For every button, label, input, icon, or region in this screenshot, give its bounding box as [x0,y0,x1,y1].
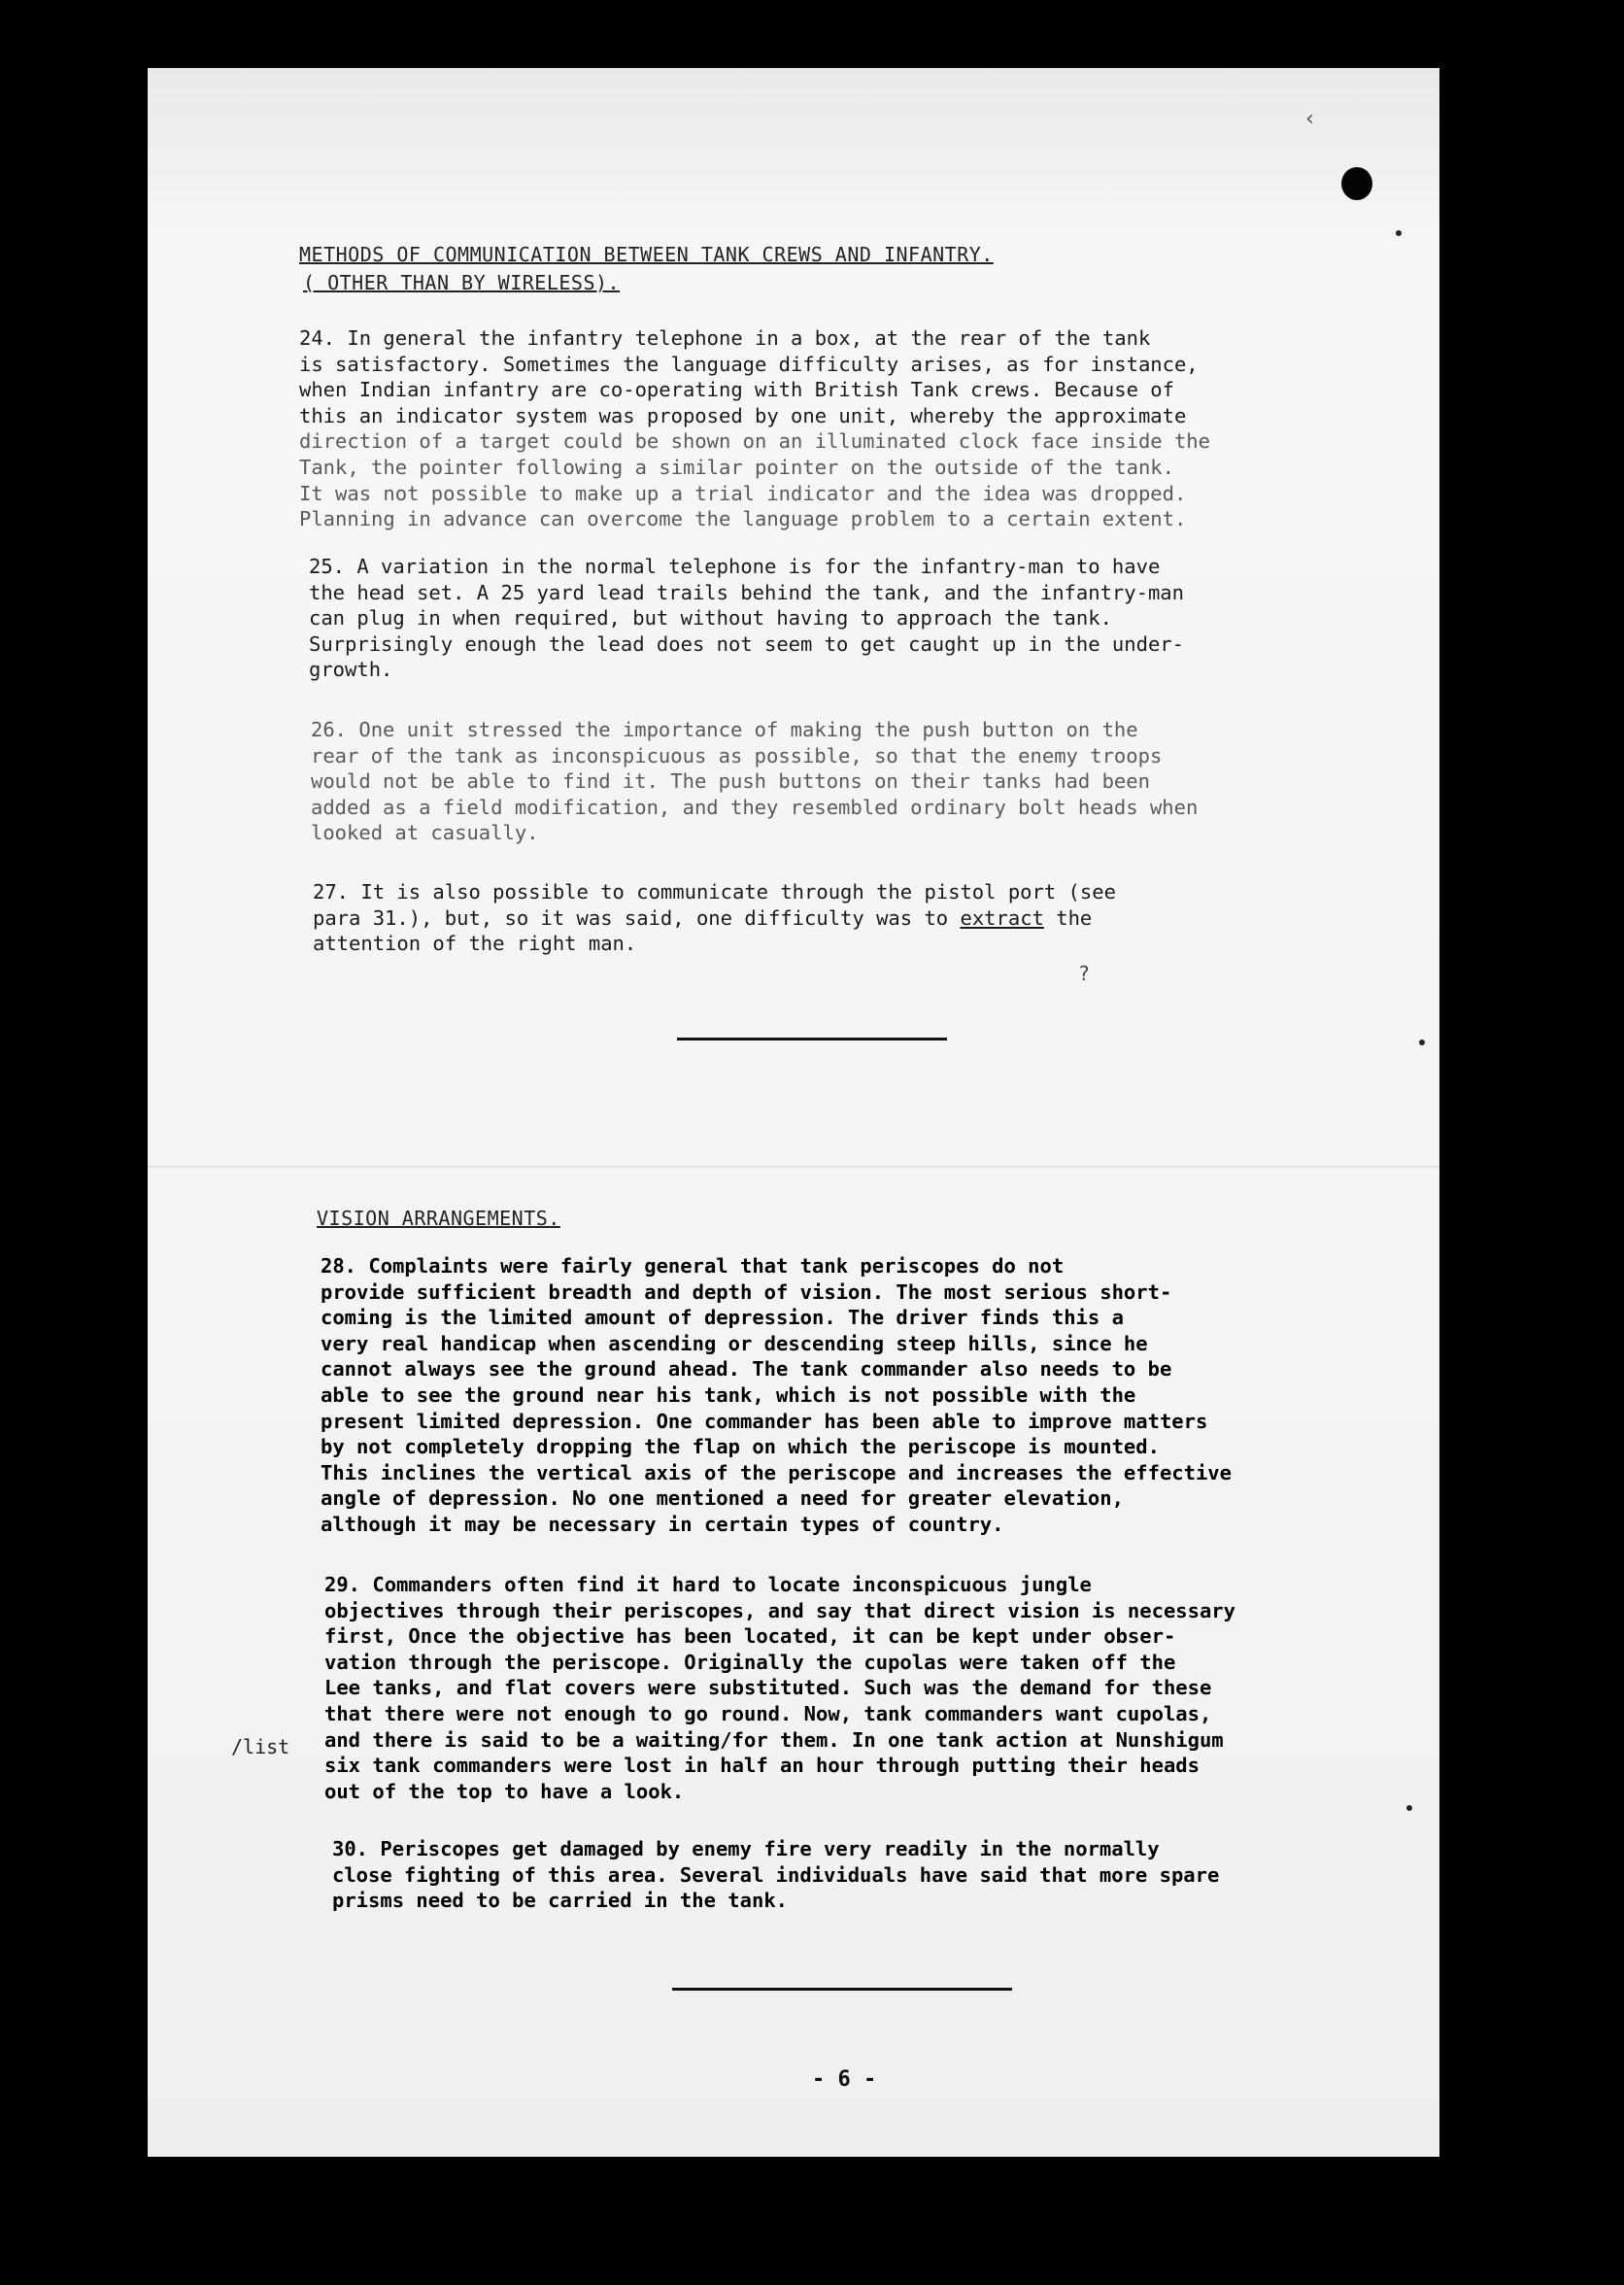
paragraph-line: looked at casually. [311,821,539,845]
paragraph-line: added as a field modification, and they resembled ordinary bolt heads when [311,795,1199,819]
page-fold-line [148,1166,1439,1168]
paragraph-line: that there were not enough to go round. Now, tank commanders want cupolas, [324,1701,1212,1725]
punch-hole [1341,167,1372,200]
paragraph-29 [324,1572,1235,1804]
paragraph-line: 28. Complaints were fairly general that tank periscopes do not [321,1254,1065,1278]
paragraph-line: 30. Periscopes get damaged by enemy fire very readily in the normally [332,1837,1160,1860]
paragraph-line: by not completely dropping the flap on which the periscope is mounted. [321,1435,1160,1459]
paragraph-line: out of the top to have a look. [324,1779,685,1803]
section-subheading-communication: ( OTHER THAN BY WIRELESS). [303,271,621,294]
paragraph-line: when Indian infantry are co-operating with British Tank crews. Because of [299,378,1174,402]
paragraph-line: objectives through their periscopes, and say that direct vision is necessary [324,1598,1235,1622]
paragraph-24 [299,325,1210,532]
section-divider [672,1988,1012,1991]
paragraph-line: It was not possible to make up a trial indicator and the idea was dropped. [299,481,1187,505]
paragraph-line: can plug in when required, but without having to approach the tank. [309,606,1112,631]
paragraph-line: cannot always see the ground ahead. The tank commander also needs to be [321,1357,1172,1381]
paragraph-26 [311,717,1198,846]
paragraph-line: angle of depression. No one mentioned a need for greater elevation, [321,1486,1124,1511]
paragraph-line: provide sufficient breadth and depth of vision. The most serious short- [321,1279,1172,1304]
paragraph-28 [321,1253,1232,1538]
paragraph-line: 27. It is also possible to communicate through the pistol port (see [313,880,1116,904]
paragraph-line: vation through the periscope. Originally the cupolas were taken off the [324,1650,1176,1674]
paragraph-line: direction of a target could be shown on an illuminated clock face inside the [299,429,1210,454]
handwritten-query-mark: ? [1078,962,1091,985]
paragraph-line: 29. Commanders often find it hard to locate inconspicuous jungle [324,1573,1092,1596]
paragraph-25 [309,554,1184,683]
paragraph-line: This inclines the vertical axis of the periscope and increases the effective [321,1460,1232,1484]
paragraph-line: and there is said to be a waiting/for them. In one tank action at Nunshigum [324,1727,1224,1752]
ink-speck [1419,1040,1425,1045]
paragraph-line: Tank, the pointer following a similar pointer on the outside of the tank. [299,455,1174,479]
paragraph-line: Planning in advance can overcome the language problem to a certain extent. [299,507,1187,531]
paragraph-line: coming is the limited amount of depression. The driver finds this a [321,1306,1124,1330]
paragraph-line: attention of the right man. [313,932,637,956]
paragraph-line: Surprisingly enough the lead does not seem to get caught up in the under- [309,631,1184,656]
paragraph-line: growth. [309,658,393,682]
corner-mark: ‹ [1303,107,1317,131]
paragraph-line [313,905,1116,932]
line-text: the [1043,905,1093,930]
paragraph-line: 26. One unit stressed the importance of making the push button on the [311,718,1138,741]
paragraph-line: six tank commanders were lost in half an hour through putting their heads [324,1754,1200,1778]
section-divider [677,1038,947,1040]
section-heading-vision: VISION ARRANGEMENTS. [317,1207,560,1230]
paragraph-line: prisms need to be carried in the tank. [332,1889,788,1913]
paragraph-line: present limited depression. One commander has been able to improve matters [321,1409,1208,1433]
paragraph-line: first, Once the objective has been located, it can be kept under obser- [324,1624,1176,1649]
section-heading-communication: METHODS OF COMMUNICATION BETWEEN TANK CREWS AND INFANTRY. [299,243,994,266]
paragraph-line: very real handicap when ascending or descending steep hills, since he [321,1331,1148,1355]
paragraph-line: able to see the ground near his tank, which is not possible with the [321,1382,1136,1407]
underlined-word: extract [960,905,1044,930]
ink-speck [1406,1805,1412,1811]
paragraph-line: 25. A variation in the normal telephone is for the infantry-man to have [309,555,1161,578]
paragraph-line: rear of the tank as inconspicuous as possible, so that the enemy troops [311,743,1163,767]
paragraph-line: although it may be necessary in certain types of country. [321,1512,1004,1536]
line-text: para 31.), but, so it was said, one difficulty was to [313,905,961,930]
page-number: - 6 - [812,2067,877,2092]
margin-annotation: /list [231,1735,290,1758]
paragraph-line: the head set. A 25 yard lead trails behind the tank, and the infantry-man [309,580,1184,604]
ink-speck [1396,230,1402,236]
paragraph-27 [313,879,1116,957]
paragraph-line: close fighting of this area. Several individuals have said that more spare [332,1862,1220,1887]
paragraph-30 [332,1836,1219,1914]
paragraph-line: Lee tanks, and flat covers were substituted. Such was the demand for these [324,1676,1212,1700]
paragraph-line: this an indicator system was proposed by one unit, whereby the approximate [299,403,1187,427]
paragraph-line: is satisfactory. Sometimes the language difficulty arises, as for instance, [299,352,1199,376]
paragraph-line: 24. In general the infantry telephone in a box, at the rear of the tank [299,326,1151,350]
paragraph-line: would not be able to find it. The push buttons on their tanks had been [311,769,1150,794]
